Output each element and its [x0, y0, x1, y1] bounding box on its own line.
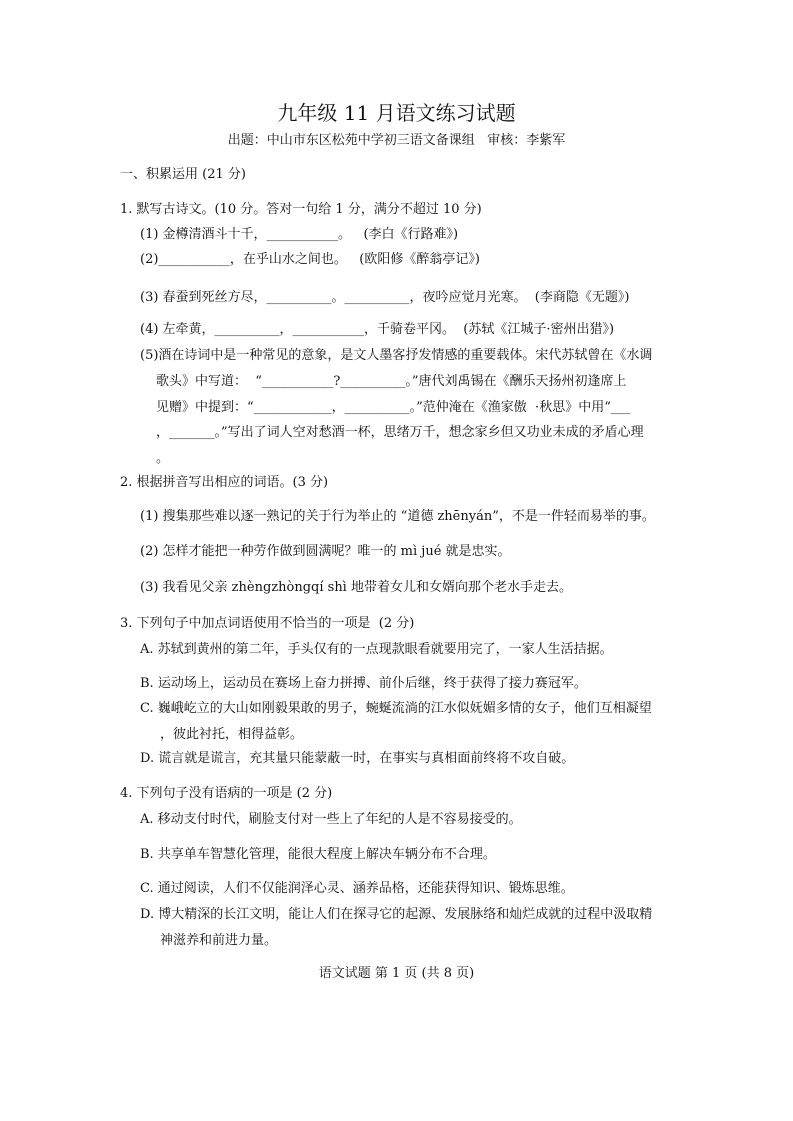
question-1-line-5e: 。 [156, 451, 170, 466]
question-1-line-4: (4) 左牵黄，__________，___________，千骑卷平冈。 (苏轼《江城子·密州出猎》) [140, 322, 615, 337]
question-1-line-2: (2)___________，在乎山水之间也。 (欧阳修《醉翁亭记》) [140, 252, 480, 267]
question-1-line-5a: (5)酒在诗词中是一种常见的意象，是文人墨客抒发情感的重要载体。宋代苏轼曾在《水调 [140, 348, 653, 363]
question-4-option-d-line-2: 神滋养和前进力量。 [160, 933, 278, 948]
question-1-line-5d: ，_______。”写出了词人空对愁酒一杯，思绪万千，想念家乡但又功业未成的矛盾心理 [156, 425, 644, 440]
question-2-line-1: (1) 搜集那些难以逐一熟记的关于行为举止的 “道德 zhēnyán”，不是一件轻而易举的事。 [140, 509, 655, 524]
question-2-stem: 2. 根据拼音写出相应的词语。(3 分) [120, 475, 329, 490]
question-1-line-3: (3) 春蚕到死丝方尽，__________。__________，夜吟应觉月光寒。 (李商隐《无题》) [140, 290, 630, 305]
question-2-line-2: (2) 怎样才能把一种劳作做到圆满呢？唯一的 mì jué 就是忠实。 [140, 544, 511, 559]
question-2-line-3: (3) 我看见父亲 zhèngzhòngqí shì 地带着女儿和女婿向那个老水手走去。 [140, 580, 572, 595]
question-4-stem: 4. 下列句子没有语病的一项是 (2 分) [120, 786, 333, 801]
question-1-line-5b: 歌头》中写道： “___________?__________。”唐代刘禹锡在《酬乐天扬州初逢席上 [156, 374, 627, 389]
question-3-option-a: A. 苏轼到黄州的第二年，手头仅有的一点现款眼看就要用完了，一家人生活拮据。 [140, 642, 613, 657]
question-3-option-c-line-1: C. 巍峨屹立的大山如刚毅果敢的男子，蜿蜒流淌的江水似妩媚多情的女子，他们互相凝望 [140, 701, 652, 716]
section-heading: 一、积累运用 (21 分) [120, 167, 246, 182]
question-3-option-b: B. 运动场上，运动员在赛场上奋力拼搏、前仆后继，终于获得了接力赛冠军。 [140, 676, 587, 691]
question-1-stem: 1. 默写古诗文。(10 分。答对一句给 1 分，满分不超过 10 分) [120, 202, 482, 217]
question-3-stem: 3. 下列句子中加点词语使用不恰当的一项是 (2 分) [120, 616, 415, 631]
page-title: 九年级 11 月语文练习试题 [277, 101, 516, 125]
question-3-option-c-line-2: ，彼此衬托，相得益彰。 [160, 727, 304, 742]
question-4-option-a: A. 移动支付时代，刷脸支付对一些上了年纪的人是不容易接受的。 [140, 812, 522, 827]
question-4-option-d-line-1: D. 博大精深的长江文明，能让人们在探寻它的起源、发展脉络和灿烂成就的过程中汲取精 [140, 907, 653, 922]
question-3-option-d: D. 谎言就是谎言，充其量只能蒙蔽一时，在事实与真相面前终将不攻自破。 [140, 751, 575, 766]
page-footer: 语文试题 第 1 页 (共 8 页) [318, 966, 475, 981]
question-1-line-1: (1) 金樽清酒斗十千，___________。 (李白《行路难》) [140, 227, 459, 242]
question-4-option-b: B. 共享单车智慧化管理，能很大程度上解决车辆分布不合理。 [140, 847, 496, 862]
question-1-line-5c: 见赠》中提到：“____________，__________。”范仲淹在《渔家傲 ·秋思》中用“___ [156, 400, 631, 415]
question-4-option-c: C. 通过阅读，人们不仅能润泽心灵、涵养品格，还能获得知识、锻炼思维。 [140, 881, 574, 896]
page-subtitle: 出题：中山市东区松苑中学初三语文备课组 审核：李紫军 [227, 133, 566, 148]
